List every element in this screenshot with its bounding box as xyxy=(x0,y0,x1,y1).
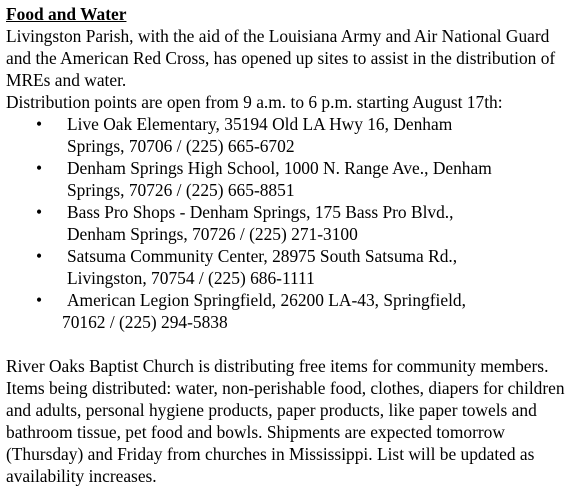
intro-line: distribution of MREs and water. xyxy=(6,48,556,90)
location-line-1: American Legion Springfield, 26200 LA-43, Springfield, xyxy=(67,290,466,310)
intro-line: Guard and the American Red Cross, has opened up sites to assist in the xyxy=(6,26,550,68)
location-list xyxy=(6,113,566,333)
list-item xyxy=(6,113,566,157)
church-line: River Oaks Baptist Church is distributing free items for community xyxy=(6,356,476,376)
church-line: List will be updated as availability increases. xyxy=(6,444,535,486)
location-line-2: Livingston, 70754 / (225) 686-1111 xyxy=(67,268,315,288)
section-heading: Food and Water xyxy=(6,4,127,24)
list-item xyxy=(6,201,566,245)
hours-line: Distribution points are open from 9 a.m. to 6 p.m. starting August 17th: xyxy=(6,92,503,112)
church-line: diapers for children and adults, personal hygiene products, paper products, xyxy=(6,378,565,420)
church-line: like paper towels and bathroom tissue, pet food and bowls. Shipments are xyxy=(6,400,537,442)
location-line-1: Bass Pro Shops - Denham Springs, 175 Bass Pro Blvd., xyxy=(67,202,454,222)
list-item xyxy=(6,245,566,289)
location-line-1: Live Oak Elementary, 35194 Old LA Hwy 16, Denham xyxy=(67,114,453,134)
location-line-2: Springs, 70706 / (225) 665-6702 xyxy=(67,136,295,156)
intro-line: Livingston Parish, with the aid of the Louisiana Army and Air National xyxy=(6,26,502,46)
bullet-icon: • xyxy=(36,114,43,134)
location-line-2: 70162 / (225) 294-5838 xyxy=(62,312,228,332)
church-paragraph xyxy=(6,355,566,487)
bullet-icon: • xyxy=(36,158,43,178)
list-item xyxy=(6,157,566,201)
church-line: members. Items being distributed: water, non-perishable food, clothes, xyxy=(6,356,549,398)
church-line: expected tomorrow (Thursday) and Friday from churches in Mississippi. xyxy=(6,422,505,464)
location-line-1: Satsuma Community Center, 28975 South Satsuma Rd., xyxy=(67,246,458,266)
list-item xyxy=(6,289,566,333)
intro-paragraph xyxy=(6,25,566,91)
location-line-1: Denham Springs High School, 1000 N. Range Ave., Denham xyxy=(67,158,492,178)
location-line-2: Denham Springs, 70726 / (225) 271-3100 xyxy=(67,224,358,244)
bullet-icon: • xyxy=(36,202,43,222)
bullet-icon: • xyxy=(36,290,43,310)
paragraph-spacer xyxy=(6,333,566,355)
bullet-icon: • xyxy=(36,246,43,266)
location-line-2: Springs, 70726 / (225) 665-8851 xyxy=(67,180,295,200)
